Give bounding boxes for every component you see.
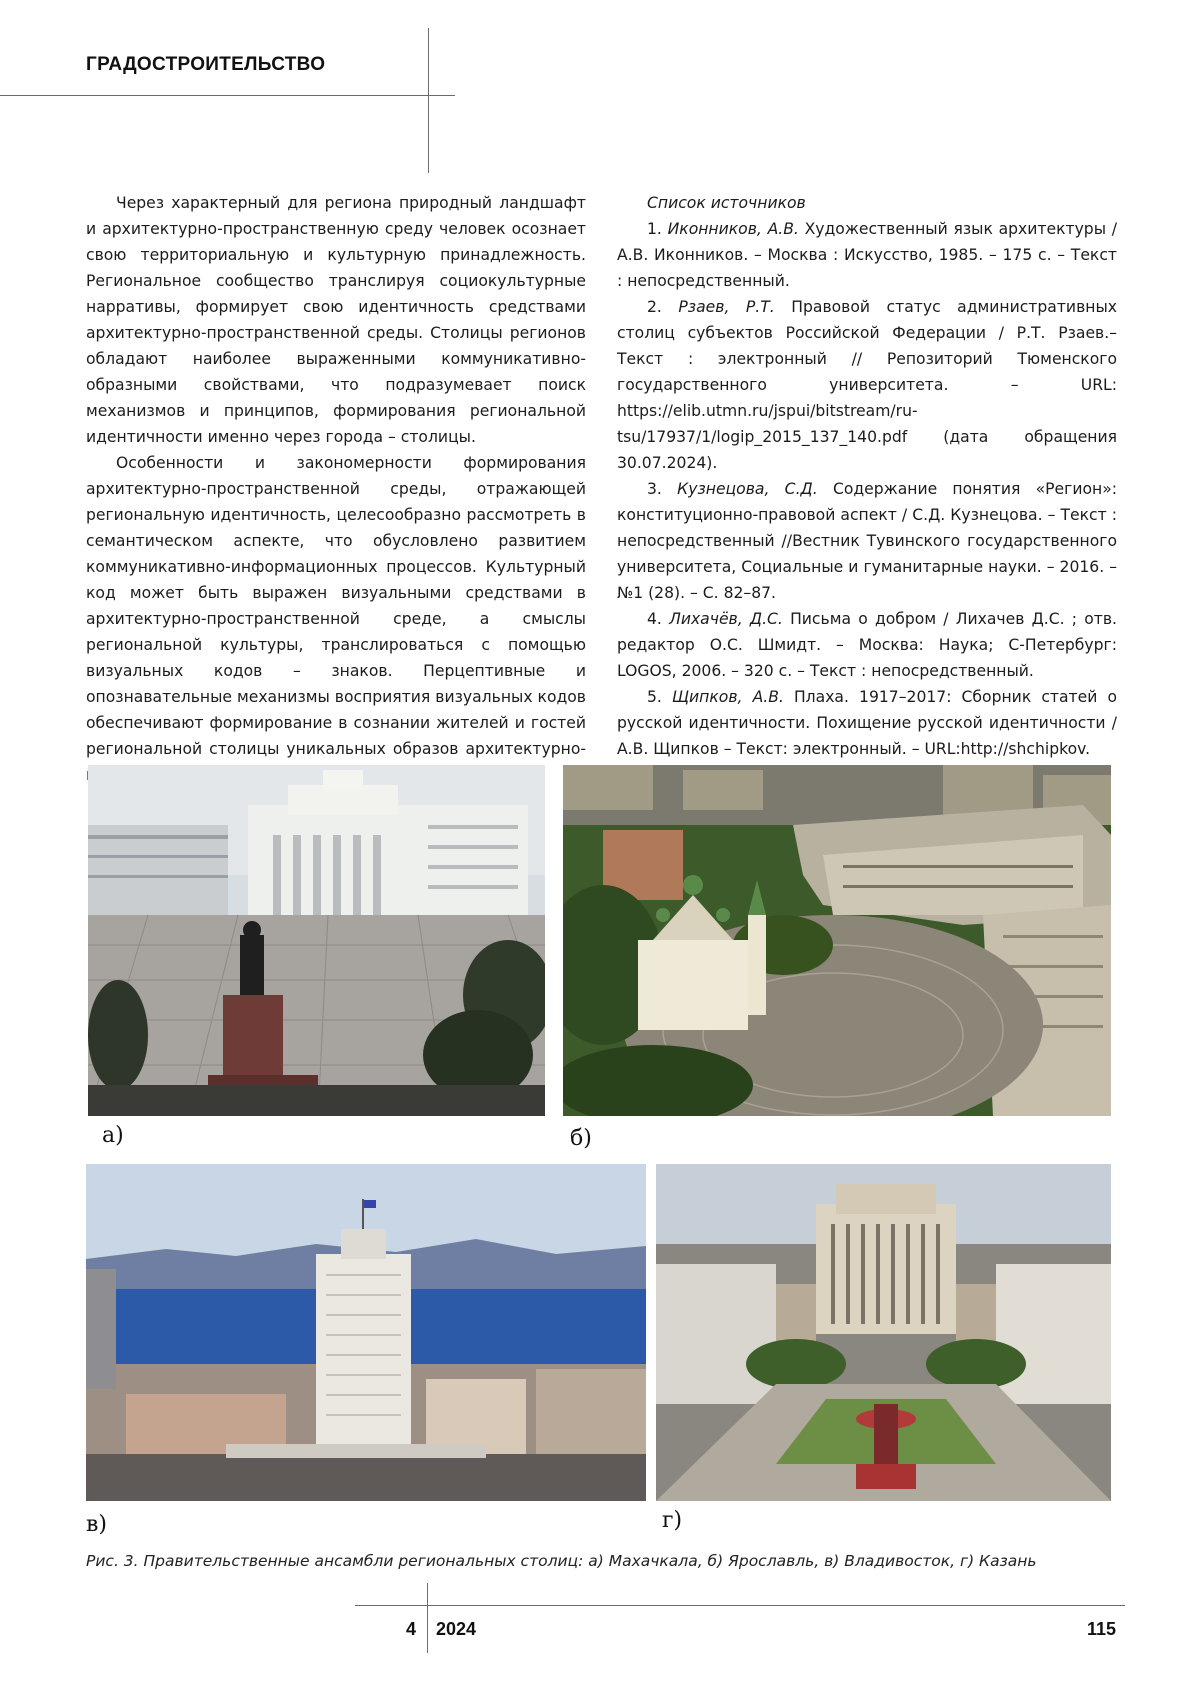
figure-label-g: г) — [662, 1508, 682, 1533]
figure-label-b: б) — [570, 1126, 592, 1151]
photo-yaroslavl — [563, 765, 1111, 1116]
source-text: Плаха. 1917–2017: Сборник статей о русской идентичности. Похищение русской идентичности / А.В. Щипков – Текст: электронный. – URL:http://shchipkov. — [617, 688, 1117, 758]
source-num: 2. — [647, 298, 662, 316]
source-text: Правовой статус административных столиц субъектов Российской Федерации / Р.Т. Рзаев.– Текст : электронный // Репозиторий Тюменского государственного университета. – URL: https://elib.utmn.ru/jspui/bitstream/ru-tsu/17937/1/logip_2015_137_140.pdf (дата обращения 30.07.2024). — [617, 298, 1117, 472]
footer-year: 2024 — [436, 1619, 476, 1640]
photo-vladivostok — [86, 1164, 646, 1501]
source-item-1 — [617, 216, 1117, 294]
source-author: Лихачёв, Д.С. — [669, 610, 783, 628]
body-paragraph-1: Через характерный для региона природный ландшафт и архитектурно-пространственную среду человек осознает свою территориальную и культурную принадлежность. Региональное сообщество транслируя социокультурные нарративы, формирует свою идентичность средствами архитектурно-пространственной среды. Столицы регионов обладают наиболее выраженными коммуникативно-образными свойствами, что подразумевает поиск механизмов и принципов, формирования региональной идентичности именно через города – столицы. — [86, 190, 586, 450]
footer-horizontal-rule — [355, 1605, 1125, 1606]
section-title: ГРАДОСТРОИТЕЛЬСТВО — [86, 54, 325, 76]
source-item-3 — [617, 476, 1117, 606]
footer-issue-number: 4 — [406, 1619, 416, 1640]
figure-label-a: а) — [102, 1123, 124, 1148]
source-text: Письма о добром / Лихачев Д.С. ; отв. редактор О.С. Шмидт. – Москва: Наука; С-Петербург: LOGOS, 2006. – 320 с. – Текст : непосредственный. — [617, 610, 1117, 680]
photo-makhachkala — [88, 765, 545, 1116]
source-item-2 — [617, 294, 1117, 476]
source-author: Щипков, А.В. — [672, 688, 784, 706]
source-num: 4. — [647, 610, 662, 628]
source-author: Кузнецова, С.Д. — [677, 480, 818, 498]
footer-page-number: 115 — [1087, 1619, 1116, 1640]
figure-label-v: в) — [86, 1512, 107, 1537]
left-column — [86, 190, 586, 788]
source-num: 5. — [647, 688, 662, 706]
source-item-5 — [617, 684, 1117, 762]
footer-vertical-rule — [427, 1583, 428, 1653]
photo-kazan — [656, 1164, 1111, 1501]
sources-column — [617, 190, 1117, 762]
header-horizontal-rule — [0, 95, 455, 96]
source-num: 3. — [647, 480, 662, 498]
source-text: Содержание понятия «Регион»: конституционно-правовой аспект / С.Д. Кузнецова. – Текст : непосредственный //Вестник Тувинского государственного университета, Социальные и гуманитарные науки. – 2016. – №1 (28). – С. 82–87. — [617, 480, 1117, 602]
sources-title: Список источников — [617, 190, 1117, 216]
body-paragraph-2: Особенности и закономерности формирования архитектурно-пространственной среды, отражающей региональную идентичность, целесообразно рассмотреть в семантическом аспекте, что обусловлено развитием коммуникативно-информационных процессов. Культурный код может быть выражен визуальными средствами в архитектурно-пространственной среде, а смыслы региональной культуры, транслироваться с помощью визуальных кодов – знаков. Перцептивные и опознавательные механизмы восприятия визуальных кодов обеспечивают формирование в сознании жителей и гостей региональной столицы уникальных образов архитектурно- — [86, 450, 586, 788]
figure-caption: Рис. 3. Правительственные ансамбли региональных столиц: а) Махачкала, б) Ярославль, в) Владивосток, г) Казань — [86, 1552, 1126, 1570]
source-num: 1. — [647, 220, 662, 238]
source-author: Рзаев, Р.Т. — [678, 298, 774, 316]
source-author: Иконников, А.В. — [668, 220, 799, 238]
header-vertical-rule — [428, 28, 429, 173]
source-text: Художественный язык архитектуры / А.В. Иконников. – Москва : Искусство, 1985. – 175 с. – Текст : непосредственный. — [617, 220, 1117, 290]
source-item-4 — [617, 606, 1117, 684]
